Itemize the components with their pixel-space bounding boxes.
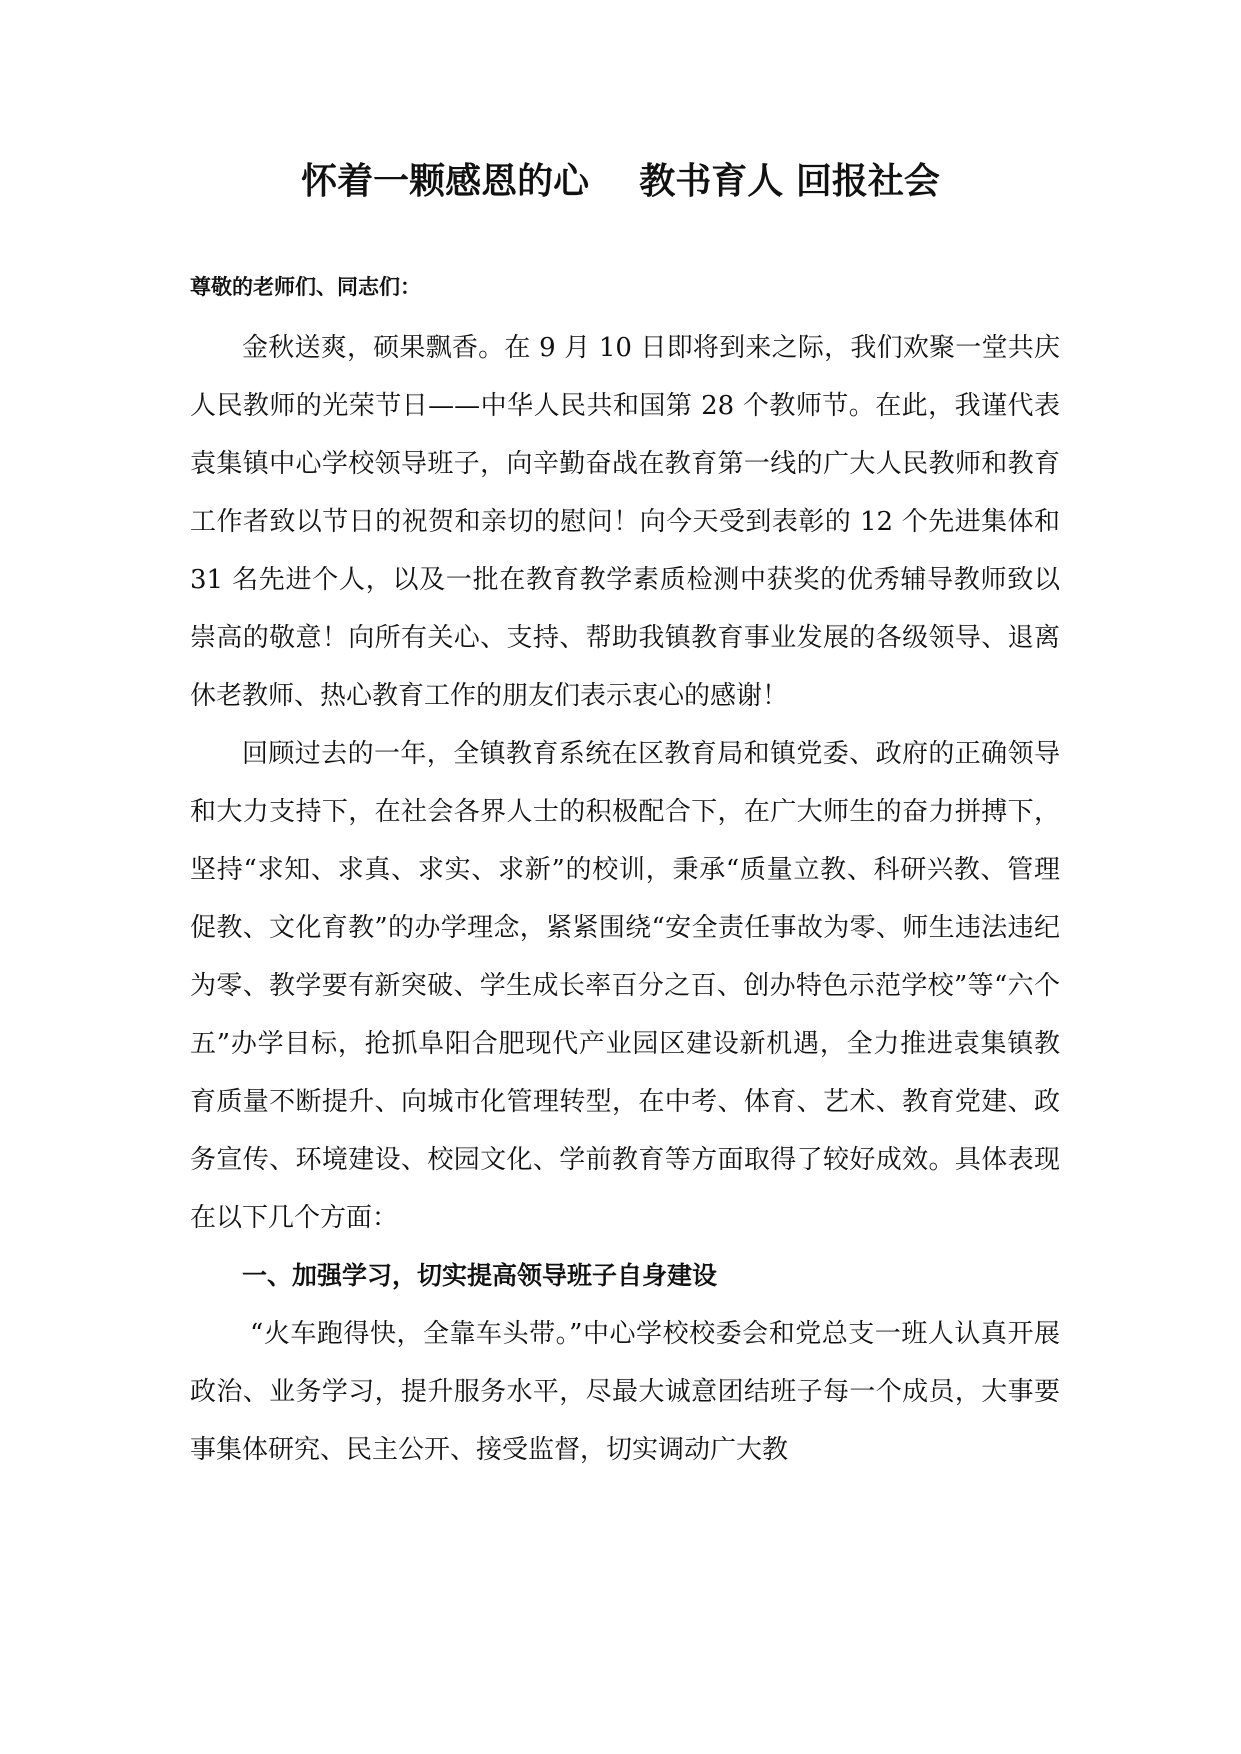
paragraph-section-one: “火车跑得快，全靠车头带。”中心学校校委会和党总支一班人认真开展政治、业务学习，提升服务水平，尽最大诚意团结班子每一个成员，大事要事集体研究、民主公开、接受监督，切实调动广大教 (190, 1319, 1060, 1465)
salutation: 尊敬的老师们、同志们： (190, 275, 421, 299)
paragraph-review: 回顾过去的一年，全镇教育系统在区教育局和镇党委、政府的正确领导和大力支持下，在社会各界人士的积极配合下，在广大师生的奋力拼搏下，坚持“求知、求真、求实、求新”的校训，秉承“质量立教、科研兴教、管理促教、文化育教”的办学理念，紧紧围绕“安全责任事故为零、师生违法违纪为零、教学要有新突破、学生成长率百分之百、创办特色示范学校”等“六个五”办学目标，抢抓阜阳合肥现代产业园区建设新机遇，全力推进袁集镇教育质量不断提升、向城市化管理转型，在中考、体育、艺术、教育党建、政务宣传、环境建设、校园文化、学前教育等方面取得了较好成效。具体表现在以下几个方面： (190, 739, 1060, 1233)
section-heading: 一、加强学习，切实提高领导班子自身建设 (242, 1261, 718, 1290)
document-title: 怀着一颗感恩的心 教书育人 回报社会 (301, 161, 940, 202)
document-body (190, 319, 1060, 1479)
paragraph-greeting: 金秋送爽，硕果飘香。在 9 月 10 日即将到来之际，我们欢聚一堂共庆人民教师的光荣节日——中华人民共和国第 28 个教师节。在此，我谨代表袁集镇中心学校领导班子，向辛勤奋战在教育第一线的广大人民教师和教育工作者致以节日的祝贺和亲切的慰问！向今天受到表彰的 12 个先进集体和 31 名先进个人，以及一批在教育教学素质检测中获奖的优秀辅导教师致以崇高的敬意！向所有关心、支持、帮助我镇教育事业发展的各级领导、退离休老教师、热心教育工作的朋友们表示衷心的感谢！ (190, 333, 1060, 711)
